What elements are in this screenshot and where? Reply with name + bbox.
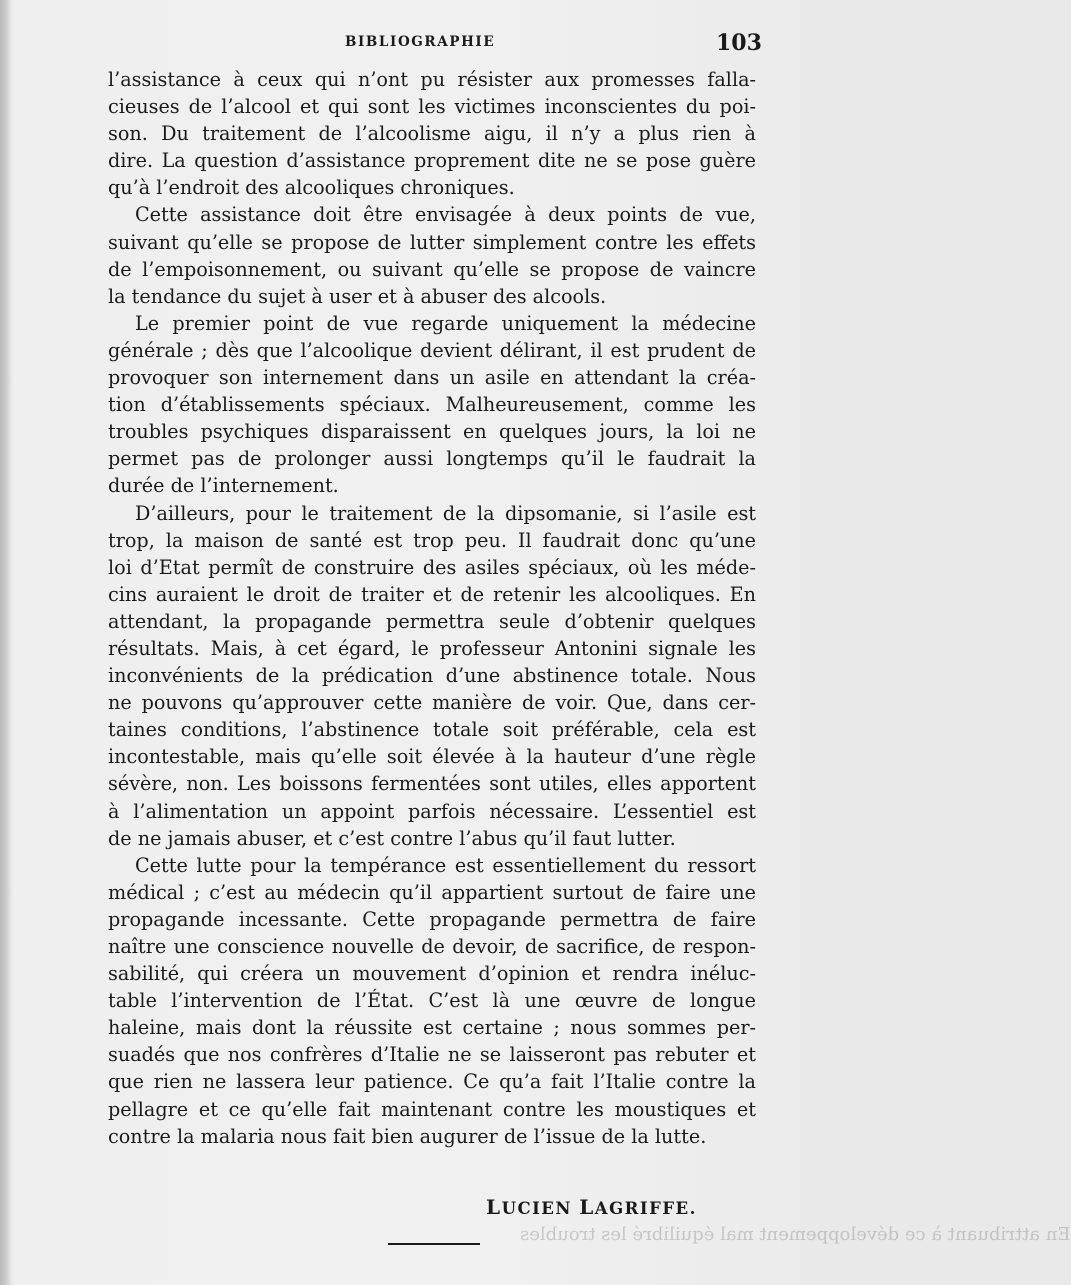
text-line: Le premier point de vue regarde uniquement la médecine [135, 311, 756, 335]
text-line: pellagre et ce qu’elle fait maintenant contre les moustiques et [108, 1097, 756, 1121]
signature-first-initial: L [486, 1195, 502, 1219]
text-line: sévère, non. Les boissons fermentées sont utiles, elles apportent [108, 772, 756, 796]
text-line: tion d’établissements spéciaux. Malheureusement, comme les [108, 393, 756, 417]
text-line: naître une conscience nouvelle de devoir, de sacrifice, de respon- [108, 935, 756, 958]
signature-last-initial: L [579, 1195, 595, 1219]
binding-shadow [0, 0, 12, 1285]
show-through-text: En attribuant à ce développement mal équilibré les troubles [520, 1224, 1071, 1245]
text-line: troubles psychiques disparaissent en quelques jours, la loi ne [108, 420, 756, 444]
running-title: BIBLIOGRAPHIE [345, 34, 496, 50]
text-line: D’ailleurs, pour le traitement de la dipsomanie, si l’asile est [135, 501, 756, 525]
text-line: dire. La question d’assistance proprement dite ne se pose guère [108, 149, 756, 173]
text-line: suivant qu’elle se propose de lutter simplement contre les effets [108, 230, 756, 254]
text-line: taines conditions, l’abstinence totale soit préférable, cela est [108, 718, 756, 742]
text-line: la tendance du sujet à user et à abuser des alcools. [108, 284, 607, 308]
text-line: provoquer son internement dans un asile en attendant la créa- [108, 366, 756, 390]
text-line: générale ; dès que l’alcoolique devient délirant, il est prudent de [108, 338, 756, 362]
text-line: cins auraient le droit de traiter et de retenir les alcooliques. En [108, 582, 756, 606]
section-end-rule [388, 1243, 480, 1245]
text-line: durée de l’internement. [108, 474, 339, 498]
text-line: de ne jamais abuser, et c’est contre l’abus qu’il faut lutter. [108, 826, 676, 850]
page-number: 103 [716, 30, 762, 56]
text-line: son. Du traitement de l’alcoolisme aigu, il n’y a plus rien à [108, 122, 756, 146]
text-line: Cette lutte pour la tempérance est essentiellement du ressort [135, 853, 756, 877]
text-line: attendant, la propagande permettra seule d’obtenir quelques [108, 609, 756, 633]
text-line: inconvénients de la prédication d’une abstinence totale. Nous [108, 664, 756, 688]
text-line: Cette assistance doit être envisagée à deux points de vue, [135, 203, 756, 227]
text-line: que rien ne lassera leur patience. Ce qu’a fait l’Italie contre la [108, 1070, 756, 1094]
body-text [108, 66, 756, 1150]
text-line: contre la malaria nous fait bien augurer de l’issue de la lutte. [108, 1124, 707, 1148]
text-line: sabilité, qui créera un mouvement d’opinion et rendra inéluc- [108, 962, 756, 986]
text-line: médical ; c’est au médecin qu’il appartient surtout de faire une [108, 880, 756, 904]
text-line: l’assistance à ceux qui n’ont pu résister aux promesses falla- [108, 68, 756, 91]
text-line: ne pouvons qu’approuver cette manière de voir. Que, dans cer- [108, 691, 756, 715]
text-line: de l’empoisonnement, ou suivant qu’elle se propose de vaincre [108, 257, 756, 281]
text-line: propagande incessante. Cette propagande permettra de faire [108, 907, 756, 931]
text-line: haleine, mais dont la réussite est certaine ; nous sommes per- [108, 1016, 756, 1040]
text-line: à l’alimentation un appoint parfois nécessaire. L’essentiel est [108, 799, 756, 823]
signature-first-rest: UCIEN [501, 1199, 572, 1218]
author-signature [486, 1195, 697, 1219]
text-line: cieuses de l’alcool et qui sont les victimes inconscientes du poi- [108, 95, 756, 119]
text-line: qu’à l’endroit des alcooliques chroniques. [108, 176, 515, 200]
text-line: permet pas de prolonger aussi longtemps qu’il le faudrait la [108, 447, 756, 471]
signature-last-rest: AGRIFFE. [594, 1199, 697, 1218]
text-line: suadés que nos confrères d’Italie ne se laisseront pas rebuter et [108, 1043, 756, 1067]
text-line: résultats. Mais, à cet égard, le professeur Antonini signale les [108, 636, 756, 660]
text-line: table l’intervention de l’État. C’est là une œuvre de longue [108, 989, 756, 1013]
text-line: incontestable, mais qu’elle soit élevée à la hauteur d’une règle [108, 745, 756, 769]
text-line: loi d’Etat permît de construire des asiles spéciaux, où les méde- [108, 555, 756, 579]
text-line: trop, la maison de santé est trop peu. Il faudrait donc qu’une [108, 528, 756, 552]
